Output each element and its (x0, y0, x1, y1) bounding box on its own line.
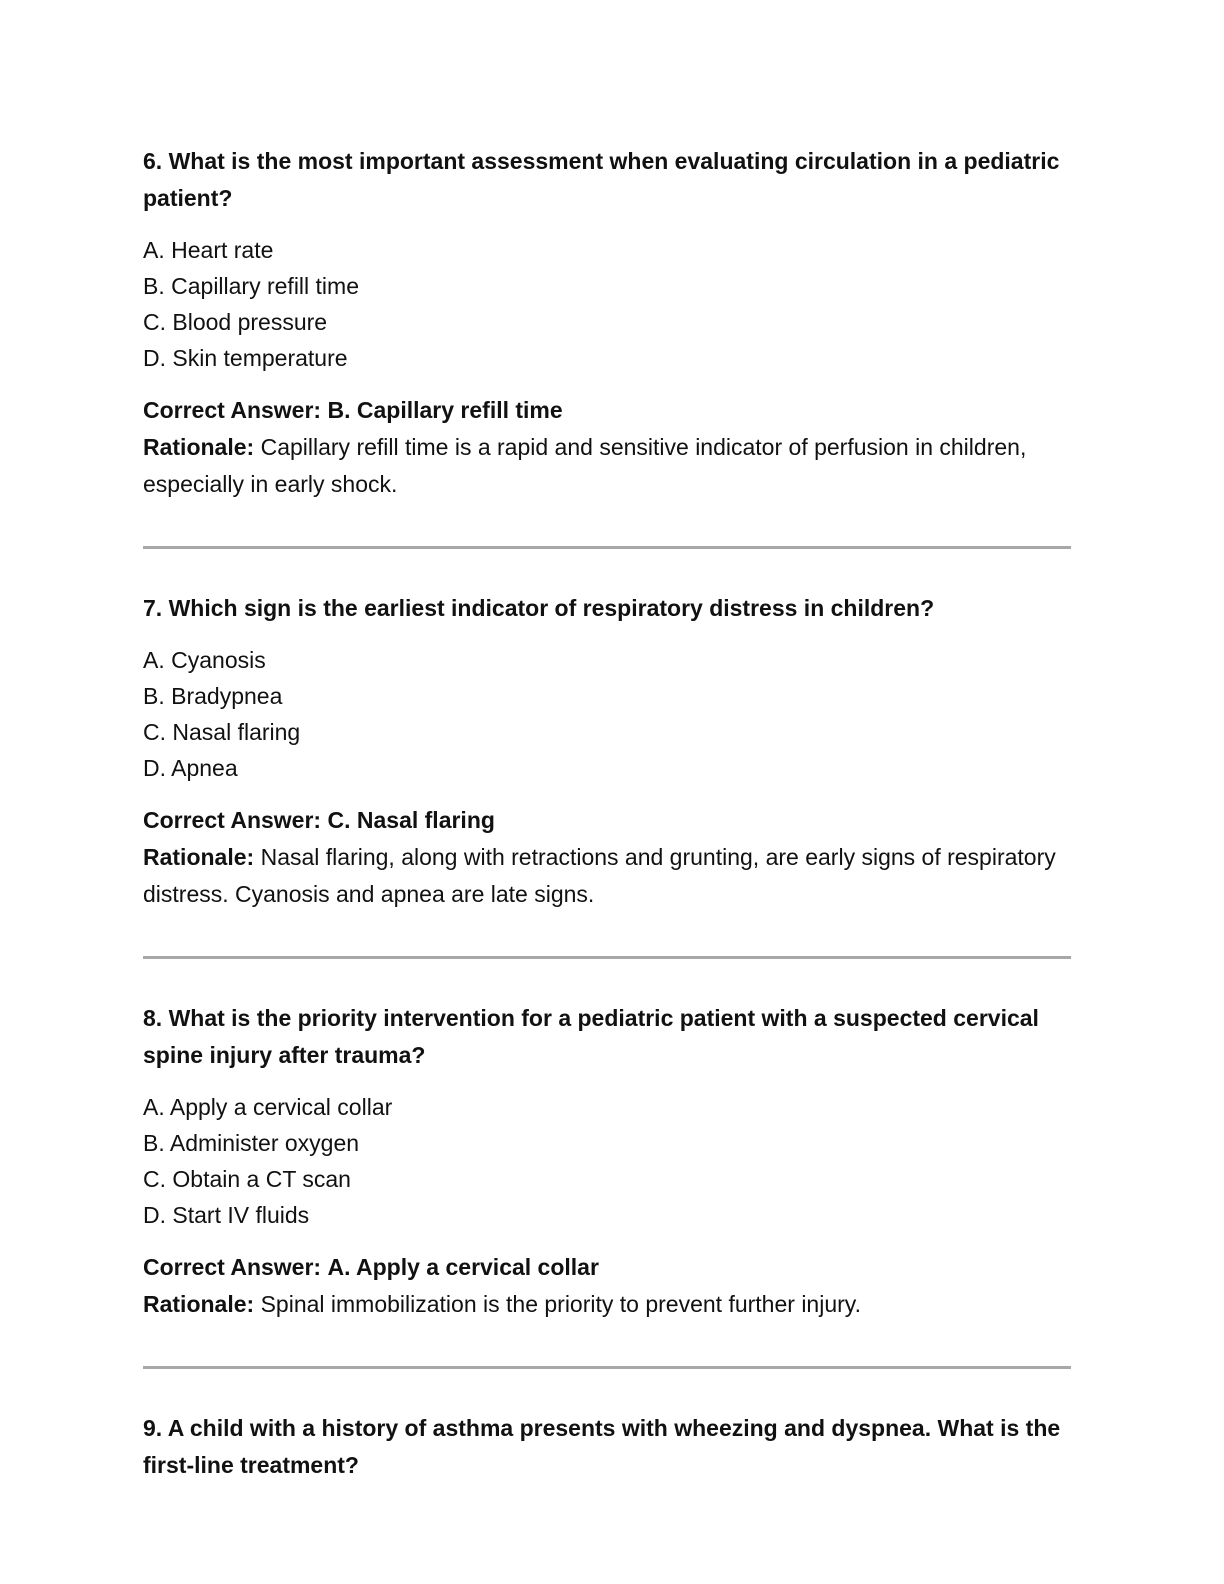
option-c: C. Blood pressure (143, 309, 328, 335)
rationale-text: Spinal immobilization is the priority to prevent further injury. (260, 1291, 861, 1317)
options-list (143, 1089, 1073, 1233)
rationale (143, 1286, 1073, 1323)
question-text: 8. What is the priority intervention for a pediatric patient with a suspected cervical spine injury after trauma? (143, 1005, 1039, 1068)
options-list (143, 642, 1073, 786)
options-list (143, 232, 1073, 376)
option-b: B. Bradypnea (143, 683, 283, 709)
option-b: B. Capillary refill time (143, 273, 359, 299)
rationale-text: Nasal flaring, along with retractions and grunting, are early signs of respiratory distress. Cyanosis and apnea are late signs. (143, 844, 1056, 907)
section-divider (143, 546, 1071, 549)
question-block (143, 1000, 1073, 1323)
rationale-label: Rationale: (143, 844, 255, 870)
option-c: C. Nasal flaring (143, 719, 301, 745)
document-page (143, 143, 1073, 1484)
question-text: 6. What is the most important assessment when evaluating circulation in a pediatric patient? (143, 148, 1060, 211)
question-block (143, 590, 1073, 913)
correct-answer-label: Correct Answer: (143, 1254, 322, 1280)
option-d: D. Start IV fluids (143, 1202, 310, 1228)
option-b: B. Administer oxygen (143, 1130, 360, 1156)
question-block (143, 1410, 1073, 1484)
rationale-label: Rationale: (143, 1291, 255, 1317)
correct-answer (143, 802, 1073, 839)
correct-answer-value: B. Capillary refill time (327, 397, 563, 423)
rationale (143, 429, 1073, 503)
option-a: A. Apply a cervical collar (143, 1094, 393, 1120)
correct-answer-value: C. Nasal flaring (327, 807, 495, 833)
question-block (143, 143, 1073, 503)
correct-answer-value: A. Apply a cervical collar (327, 1254, 599, 1280)
option-d: D. Apnea (143, 755, 238, 781)
question-text: 7. Which sign is the earliest indicator of respiratory distress in children? (143, 595, 935, 621)
section-divider (143, 1366, 1071, 1369)
correct-answer (143, 1249, 1073, 1286)
rationale-label: Rationale: (143, 434, 255, 460)
correct-answer (143, 392, 1073, 429)
option-a: A. Heart rate (143, 237, 274, 263)
section-divider (143, 956, 1071, 959)
rationale (143, 839, 1073, 913)
correct-answer-label: Correct Answer: (143, 807, 322, 833)
rationale-text: Capillary refill time is a rapid and sensitive indicator of perfusion in children, especially in early shock. (143, 434, 1027, 497)
option-d: D. Skin temperature (143, 345, 348, 371)
correct-answer-label: Correct Answer: (143, 397, 322, 423)
question-text: 9. A child with a history of asthma presents with wheezing and dyspnea. What is the first-line treatment? (143, 1415, 1061, 1478)
option-c: C. Obtain a CT scan (143, 1166, 351, 1192)
option-a: A. Cyanosis (143, 647, 266, 673)
